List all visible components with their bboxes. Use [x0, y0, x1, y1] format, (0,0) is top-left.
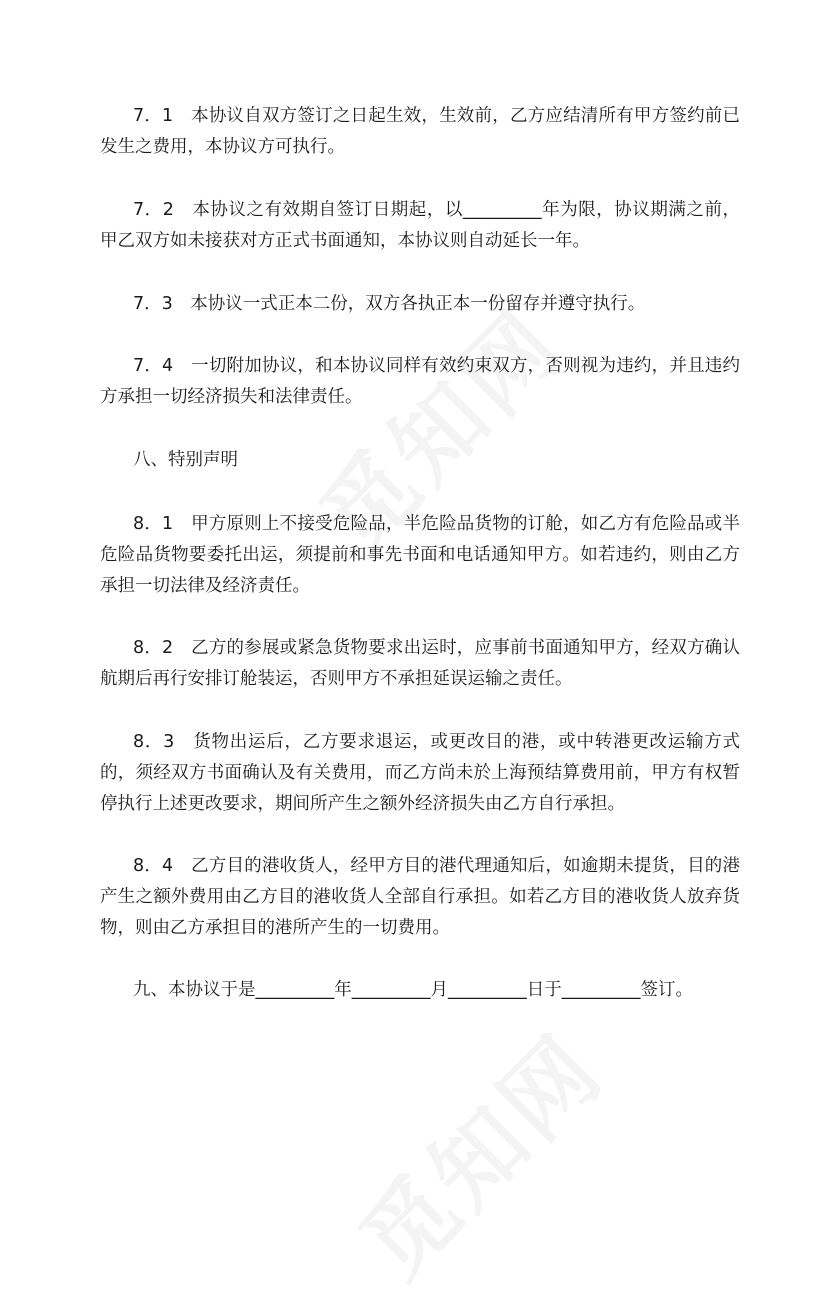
watermark — [326, 1000, 627, 1301]
clause-8-1: 8．1 甲方原则上不接受危险品，半危险品货物的订舱，如乙方有危险品或半危险品货物要委托出运，须提前和事先书面和电话通知甲方。如若违约，则由乙方承担一切法律及经济责任。 — [100, 514, 740, 596]
clause-8-4: 8．4 乙方目的港收货人，经甲方目的港代理通知后，如逾期未提货，目的港产生之额外费用由乙方目的港收货人全部自行承担。如若乙方目的港收货人放弃货物，则由乙方承担目的港所产生的一切费用。 — [100, 856, 740, 938]
clause-8-2: 8．2 乙方的参展或紧急货物要求出运时，应事前书面通知甲方，经双方确认航期后再行安排订舱装运，否则甲方不承担延误运输之责任。 — [100, 638, 740, 689]
clause-8-3: 8．3 货物出运后，乙方要求退运，或更改目的港，或中转港更改运输方式的，须经双方书面确认及有关费用，而乙方尚未於上海预结算费用前，甲方有权暂停执行上述更改要求，期间所产生之额外经济损失由乙方自行承担。 — [100, 732, 740, 814]
section-8-heading: 八、特别声明 — [133, 450, 238, 470]
clause-7-4: 7．4 一切附加协议，和本协议同样有效约束双方，否则视为违约，并且违约方承担一切经济损失和法律责任。 — [100, 356, 740, 407]
clause-7-3: 7．3 本协议一式正本二份，双方各执正本一份留存并遵守执行。 — [133, 294, 646, 314]
clause-7-1: 7．1 本协议自双方签订之日起生效，生效前，乙方应结清所有甲方签约前已发生之费用，本协议方可执行。 — [100, 106, 740, 157]
clause-7-2: 7．2 本协议之有效期自签订日期起，以_________年为限，协议期满之前，甲乙双方如未接获对方正式书面通知，本协议则自动延长一年。 — [100, 200, 740, 251]
clause-9: 九、本协议于是_________年_________月_________日于_________签订。 — [133, 980, 693, 1000]
